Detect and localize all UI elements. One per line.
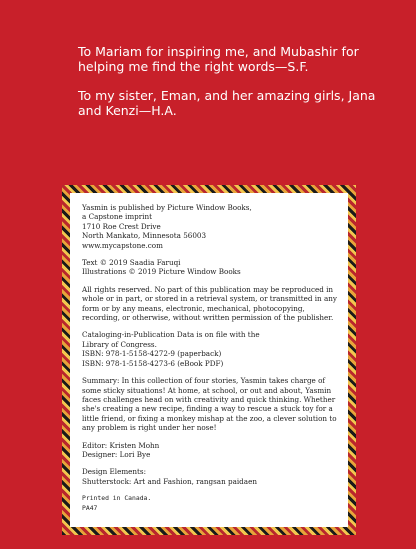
dedication-line: To my sister, Eman, and her amazing girls, Jana and Kenzi—H.A. — [78, 88, 376, 118]
dedication-block — [78, 44, 398, 132]
copyright-panel — [70, 193, 348, 527]
dedication-line: To Mariam for inspiring me, and Mubashir for helping me find the right words—S.F. — [78, 44, 359, 74]
summary: Summary: In this collection of four stories, Yasmin takes charge of some sticky situations! At home, at school, or out and about, Yasmin faces challenges head on with creativity and quick thinking. Whether she's creating a new recipe, finding a way to rescue a stuck toy for a little friend, or fixing a monkey mishap at the zoo, a clever solution to any problem is right under her nose! — [82, 376, 337, 433]
design-line: Shutterstock: Art and Fashion, rangsan paidaen — [82, 476, 257, 486]
publisher-line: a Capstone imprint — [82, 212, 152, 222]
staff-line: Editor: Kristen Mohn — [82, 440, 160, 450]
staff-line: Designer: Lori Bye — [82, 449, 151, 459]
cip-line: Cataloging-in-Publication Data is on file with the — [82, 330, 260, 340]
printed-info — [82, 494, 344, 513]
publisher-line: North Mankato, Minnesota 56003 — [82, 231, 207, 241]
cip-line: ISBN: 978-1-5158-4272-9 (paperback) — [82, 349, 222, 359]
credit-line: Illustrations © 2019 Picture Window Books — [82, 267, 241, 277]
publisher-line: www.mycapstone.com — [82, 240, 163, 250]
printed-line: PA47 — [82, 503, 98, 512]
publisher-line: Yasmin is published by Picture Window Books, — [82, 203, 252, 212]
cip-line: ISBN: 978-1-5158-4273-6 (eBook PDF) — [82, 358, 224, 368]
rights-statement: All rights reserved. No part of this publication may be reproduced in whole or in part, or stored in a retrieval system, or transmitted in any form or by any means, electronic, mechanical, photocopying, recording, or otherwise, without written permission of the publisher. — [82, 284, 337, 323]
publisher-info — [82, 203, 344, 250]
credit-line: Text © 2019 Saadia Faruqi — [82, 258, 181, 268]
printed-line: Printed in Canada. — [82, 494, 152, 503]
staff — [82, 441, 344, 460]
cip-line: Library of Congress. — [82, 339, 157, 349]
copyright-text — [82, 203, 344, 521]
cip-data — [82, 330, 344, 368]
publisher-line: 1710 Roe Crest Drive — [82, 221, 161, 231]
design-elements — [82, 467, 344, 486]
design-line: Design Elements: — [82, 467, 147, 477]
credits — [82, 258, 344, 277]
decorative-border — [62, 185, 356, 535]
